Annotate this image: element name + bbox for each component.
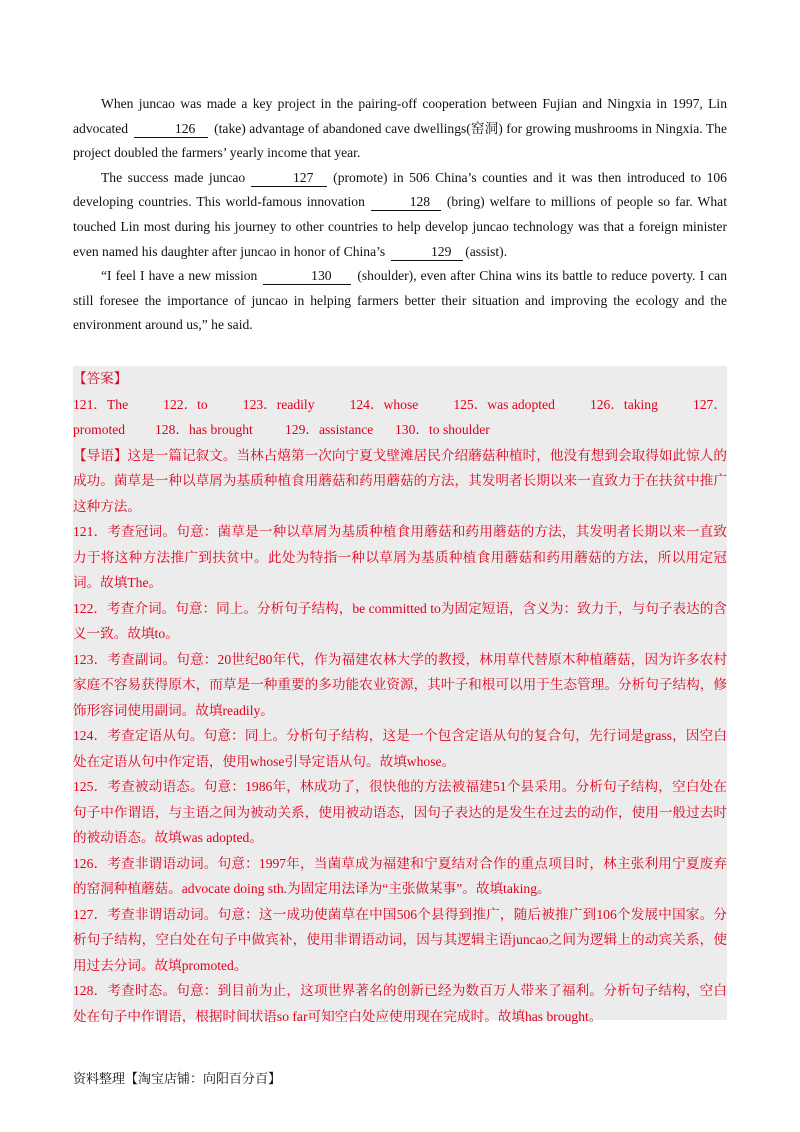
text: When juncao was made a key project in the pairing-off cooperation between Fujian and Ningxia in 1997, Lin advocated <box>73 96 727 136</box>
explanation-127: 127．考查非谓语动词。句意：这一成功使菌草在中国506个县得到推广，随后被推广到106个发展中国家。分析句子结构，空白处在句子中做宾补，使用非谓语动词，因与其逻辑主语juncao之间为逻辑上的动宾关系，使用过去分词。故填promoted。 <box>73 906 727 973</box>
blank-126: 126 <box>134 121 208 138</box>
answer-item: 123．readily <box>242 396 315 412</box>
answer-item: 127． <box>692 396 727 412</box>
text: The success made juncao <box>101 169 246 185</box>
answer-key <box>73 366 727 1024</box>
answer-item: 129．assistance <box>285 422 374 437</box>
explanation-124: 124．考查定语从句。句意：同上。分析句子结构，这是一个包含定语从句的复合句，先行词是grass，因空白处在定语从句中作定语，使用whose引导定语从句。故填whose。 <box>73 728 727 769</box>
answer-row <box>73 392 727 418</box>
answer-item: 124．whose <box>349 396 419 412</box>
answer-item: 122．to <box>163 396 208 412</box>
blank-129: 129 <box>391 244 463 261</box>
answer-row <box>73 417 727 443</box>
explanation-121: 121．考查冠词。句意：菌草是一种以草屑为基质种植食用蘑菇和药用蘑菇的方法，其发明者长期以来一直致力于将这种方法推广到扶贫中。此处为特指一种以草屑为基质种植食用蘑菇和药用蘑菇的方法，所以用定冠词。故填The。 <box>73 524 727 590</box>
explanation-123: 123．考查副词。句意：20世纪80年代，作为福建农林大学的教授，林用草代替原木种植蘑菇，因为许多农村家庭不容易获得原木，而草是一种重要的多功能农业资源，其叶子和根可以用于生态管理。分析句子结构，修饰形容词使用副词。故填readily。 <box>73 651 727 718</box>
explanation-122: 122．考查介词。句意：同上。分析句子结构，be committed to为固定短语，含义为：致力于，与句子表达的含义一致。故填to。 <box>73 600 727 641</box>
answer-item: 125．was adopted <box>453 396 555 412</box>
explanation-125: 125．考查被动语态。句意：1986年，林成功了，很快他的方法被福建51个县采用。分析句子结构，空白处在句子中作谓语，与主语之间为被动关系，使用被动语态，因句子表达的是发生在过去的动作，使用一般过去时的被动语态。故填was adopted。 <box>73 779 727 845</box>
passage <box>73 92 727 338</box>
blank-127: 127 <box>251 170 327 187</box>
answer-item: 130．to shoulder <box>395 422 490 437</box>
answer-item: promoted <box>73 422 126 437</box>
blank-130: 130 <box>263 268 351 285</box>
text: “I feel I have a new mission <box>101 268 258 284</box>
page-footer: 资料整理【淘宝店铺：向阳百分百】 <box>73 1072 282 1087</box>
answer-item: 128．has brought <box>155 422 253 437</box>
text: (take) advantage of abandoned cave dwellings(窑洞) for growing mushrooms in Ningxia. The project doubled the farmers’ yearly income that year. <box>73 120 727 161</box>
answer-item: 121．The <box>73 396 129 412</box>
text: (assist). <box>465 243 508 259</box>
text: (bring) welfare to millions of people so far. What touched Lin most during his journey to other countries to help develop juncao technology was that a foreign minister even named his daughter after juncao in honor of China’s <box>73 194 727 259</box>
explanation-128: 128．考查时态。句意：到目前为止，这项世界著名的创新已经为数百万人带来了福利。分析句子结构，空白处在句子中作谓语，根据时间状语so far可知空白处应使用现在完成时。故填has brought。 <box>73 983 727 1024</box>
text: (shoulder), even after China wins its battle to reduce poverty. I can still foresee the importance of juncao in helping farmers better their situation and improving the ecology and the environment around us,” he said. <box>73 268 728 333</box>
answer-item: 126．taking <box>589 396 658 412</box>
answer-heading: 【答案】 <box>73 371 128 386</box>
guide-text: 【导语】这是一篇记叙文。当林占熺第一次向宁夏戈壁滩居民介绍蘑菇种植时，他没有想到会取得如此惊人的成功。菌草是一种以草屑为基质种植食用蘑菇和药用蘑菇的方法，其发明者长期以来一直致力于在扶贫中推广这种方法。 <box>73 447 727 514</box>
blank-128: 128 <box>371 194 441 211</box>
paragraph-2 <box>73 166 727 264</box>
text: (promote) in 506 China’s counties and it was then introduced to 106 developing countries. This world-famous innovation <box>73 169 727 210</box>
paragraph-3 <box>73 264 727 338</box>
explanation-126: 126．考查非谓语动词。句意：1997年，当菌草成为福建和宁夏结对合作的重点项目时，林主张利用宁夏废弃的窑洞种植蘑菇。advocate doing sth.为固定用法译为“主张做某事”。故填taking。 <box>73 855 727 896</box>
paragraph-1 <box>73 92 727 166</box>
